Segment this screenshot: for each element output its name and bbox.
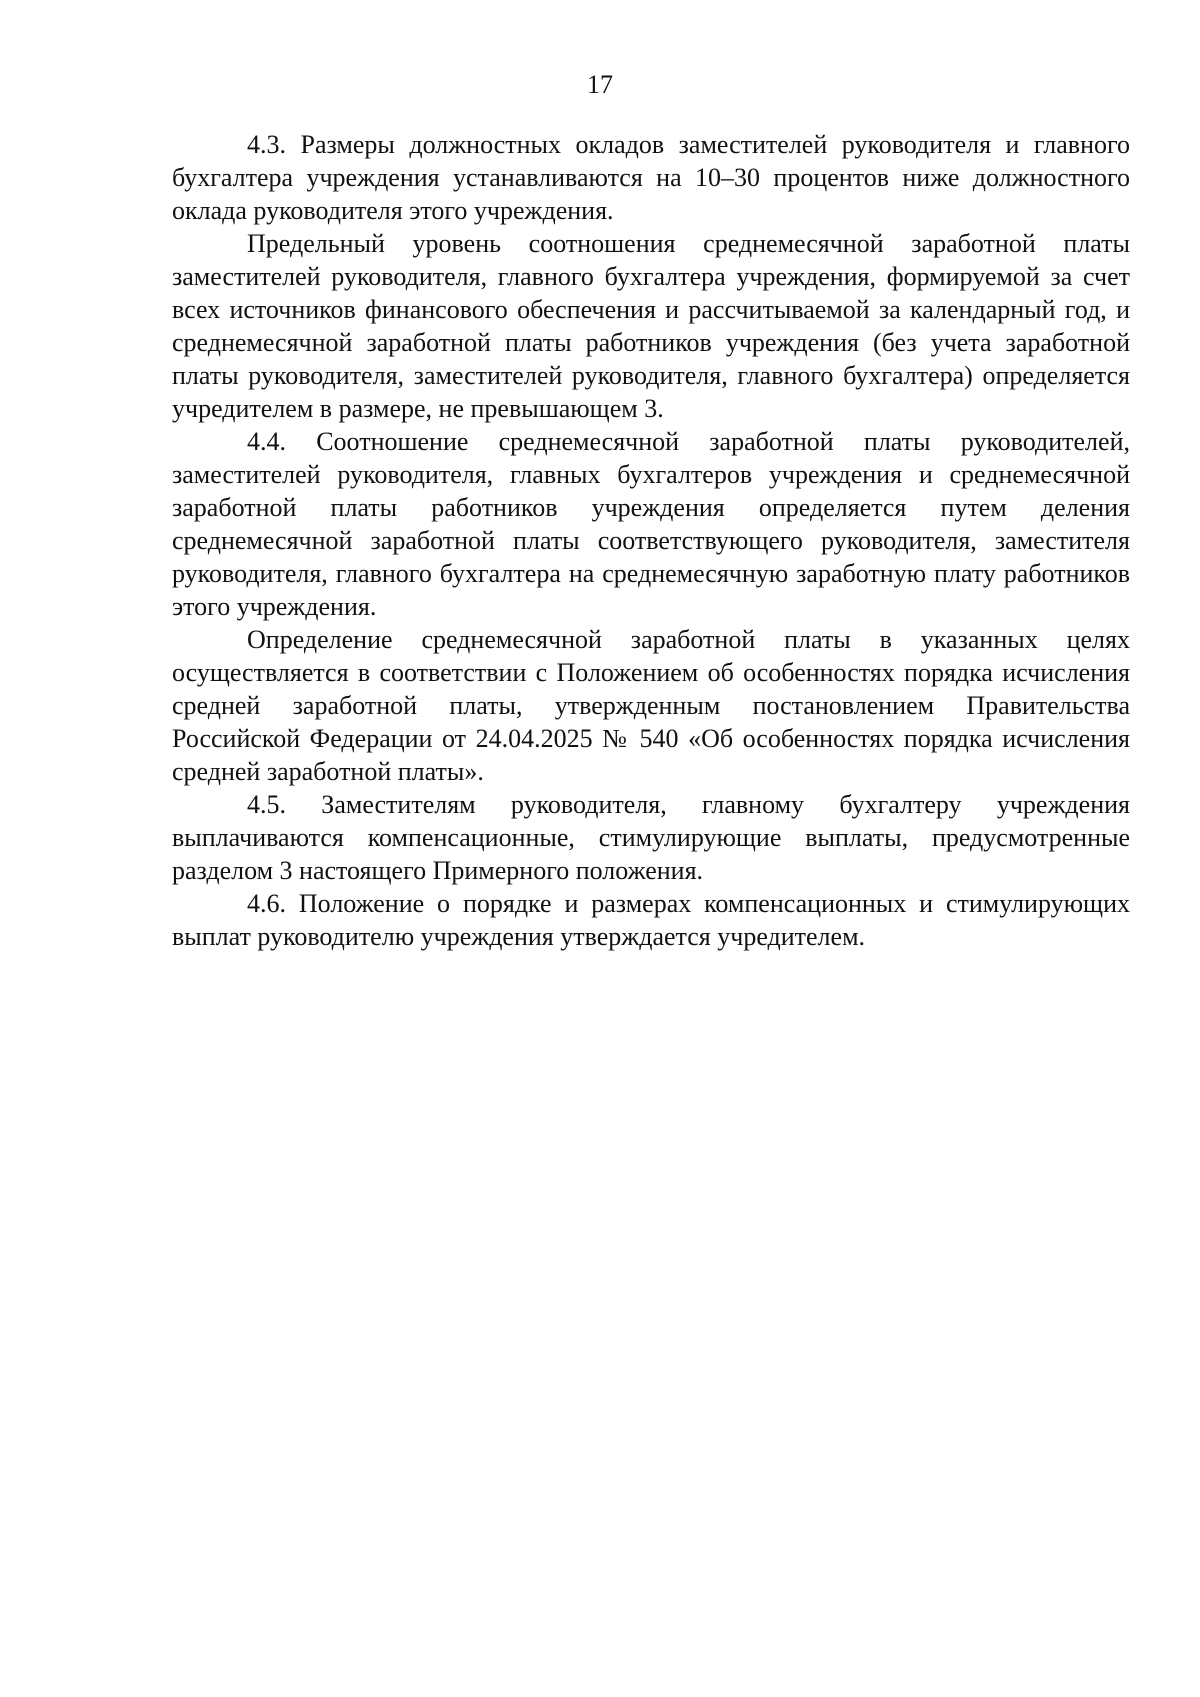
paragraph-4-6: 4.6. Положение о порядке и размерах компенсационных и стимулирующих выплат руководителю учреждения утверждается учредителем. — [172, 889, 1130, 951]
paragraph-4-4: 4.4. Соотношение среднемесячной заработной платы руководителей, заместителей руководителя, главных бухгалтеров учреждения и среднемесячной заработной платы работников учреждения определяется путем деления среднемесячной заработной платы соответствующего руководителя, заместителя руководителя, главного бухгалтера на среднемесячную заработную плату работников этого учреждения. — [172, 427, 1130, 621]
paragraph-average-salary-definition: Определение среднемесячной заработной платы в указанных целях осуществляется в соответствии с Положением об особенностях порядка исчисления средней заработной платы, утвержденным постановлением Правительства Российской Федерации от 24.04.2025 № 540 «Об особенностях порядка исчисления средней заработной платы». — [172, 625, 1130, 786]
paragraph-salary-ratio-limit: Предельный уровень соотношения среднемесячной заработной платы заместителей руководителя, главного бухгалтера учреждения, формируемой за счет всех источников финансового обеспечения и рассчитываемой за календарный год, и среднемесячной заработной платы работников учреждения (без учета заработной платы руководителя, заместителей руководителя, главного бухгалтера) определяется учредителем в размере, не превышающем 3. — [172, 229, 1130, 423]
document-body — [172, 128, 1130, 953]
paragraph-4-5: 4.5. Заместителям руководителя, главному бухгалтеру учреждения выплачиваются компенсационные, стимулирующие выплаты, предусмотренные разделом 3 настоящего Примерного положения. — [172, 790, 1130, 885]
paragraph-4-3: 4.3. Размеры должностных окладов заместителей руководителя и главного бухгалтера учреждения устанавливаются на 10–30 процентов ниже должностного оклада руководителя этого учреждения. — [172, 130, 1130, 225]
page-number: 17 — [587, 70, 613, 99]
